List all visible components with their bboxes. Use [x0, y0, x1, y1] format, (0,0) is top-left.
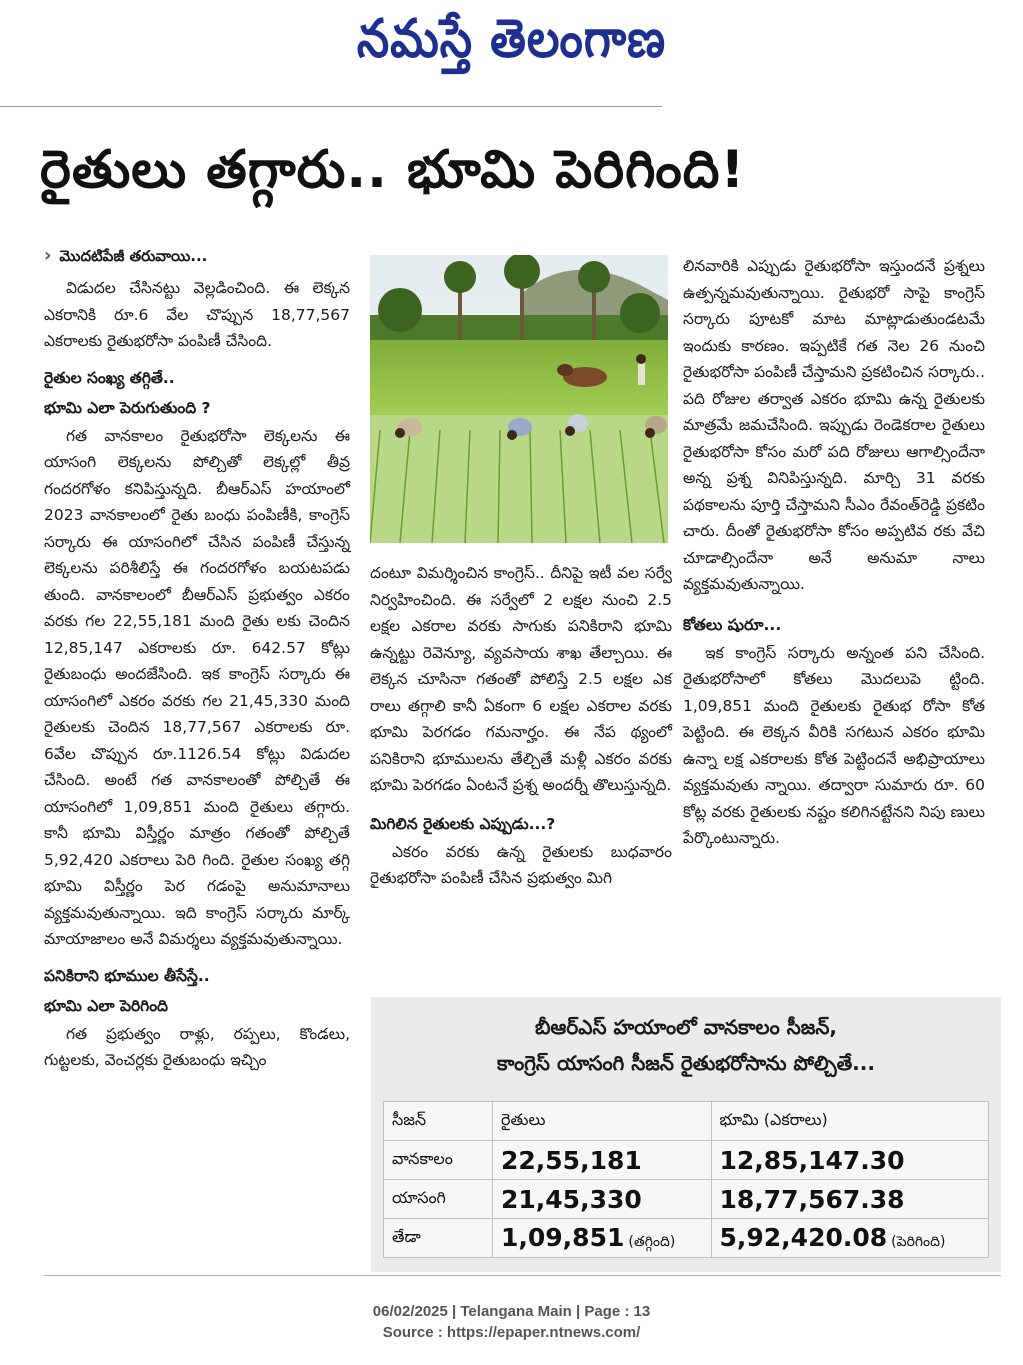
land-cell [711, 1141, 989, 1180]
column-header-season: సీజన్ [384, 1102, 493, 1141]
season-cell: తేడా [384, 1219, 493, 1258]
column-header-land: భూమి (ఎకరాలు) [711, 1102, 989, 1141]
chevron-right-icon: › [44, 245, 52, 266]
paragraph: దంటూ విమర్శించిన కాంగ్రెస్.. దీనిపై ఇటీ వల సర్వే నిర్వహించింది. ఈ సర్వేలో 2 లక్షల నుంచి 2.5 లక్షల ఎకరాల వరకు సాగుకు పనికిరాని భూమి ఉన్నట్టు రెవెన్యూ, వ్యవసాయ శాఖ తేల్చాయి. ఈ లెక్కన చూసినా గతంతో పోలిస్తే 2.5 లక్షల ఎక రాలు తగ్గాలి కానీ ఏకంగా 6 లక్షల ఎకరాల వరకు భూమి పెరగడం గమనార్హం. ఈ నేప థ్యంలో పనికిరాని భూములను తేల్చితే మళ్లీ ఎకరం వరకు భూమి పెరగడం ఏంటనే ప్రశ్న అందర్నీ తొలుస్తున్నది. [370, 564, 672, 794]
footer-date-page: 06/02/2025 | Telangana Main | Page : 13 [372, 1303, 651, 1320]
decrease-note: (తగ్గింది) [628, 1234, 676, 1250]
table-title [371, 1009, 1001, 1081]
footer-divider [44, 1275, 1001, 1276]
farmers-value: 21,45,330 [501, 1184, 642, 1214]
farmers-cell [493, 1180, 712, 1219]
farmers-cell [493, 1219, 712, 1258]
paddy-field-photo [370, 255, 668, 543]
farmers-cell [493, 1141, 712, 1180]
paragraph: గత వానకాలం రైతుభరోసా లెక్కలను ఈ యాసంగి లెక్కలను పోల్చితో లెక్కల్లో తీవ్ర గందరగోళం కనిపిస్తున్నది. బీఆర్ఎస్ హయాంలో 2023 వానకాలంలో రైతు బంధు పంపిణీకి, కాంగ్రెస్ సర్కారు ఈ యాసంగిలో చేసిన పంపిణీ చేస్తున్న లెక్కలను పరిశీలిస్తే ఈ గందరగోళం బయటపడు తుంది. వానకాలంలో బీఆర్ఎస్ ప్రభుత్వం ఎకరం వరకు గల 22,55,181 మంది రైతు లకు చెందిన 12,85,147 ఎకరాలకు రూ. 642.57 కోట్లు రైతుబంధు అందజేసింది. ఇక కాంగ్రెస్ సర్కారు ఈ యాసంగిలో ఎకరం వరకు గల 21,45,330 మంది రైతులకు చెందిన 18,77,567 ఎకరాలకు రూ. 6వేల చొప్పున రూ.1126.54 కోట్లు విడుదల చేసింది. అంటే గత వానకాలంతో పోల్చితే ఈ యాసంగిలో 1,09,851 మంది రైతులు తగ్గారు. కానీ భూమి విస్తీర్ణం మాత్రం గతంతో పోల్చితే 5,92,420 ఎకరాలు పెరి గింది. రైతుల సంఖ్య తగ్గి భూమి విస్తీర్ణం పెర గడంపై అనుమానాలు వ్యక్తమవుతున్నాయి. ఇది కాంగ్రెస్ సర్కారు మార్క్ మాయాజాలం అనే విమర్శలు వ్యక్తమవుతున్నాయి. [44, 426, 350, 948]
comparison-table-box [371, 997, 1001, 1272]
masthead-divider [0, 106, 662, 107]
paragraph: గత ప్రభుత్వం రాళ్లు, రప్పలు, కొండలు, గుట్టలకు, వెంచర్లకు రైతుబంధు ఇచ్చిం [44, 1024, 350, 1069]
paragraph: విడుదల చేసినట్టు వెల్లడించింది. ఈ లెక్కన ఎకరానికి రూ.6 వేల చొప్పున 18,77,567 ఎకరాలకు రైతుభరోసా పంపిణీ చేసింది. [44, 279, 350, 350]
farmers-value: 1,09,851 [501, 1223, 625, 1252]
subheading: పనికిరాని భూముల తీసేస్తే.. [44, 966, 210, 985]
continued-from-front-page [44, 245, 350, 267]
paragraph: లినవారికి ఎప్పుడు రైతుభరోసా ఇస్తుందనే ప్రశ్నలు ఉత్పన్నమవుతున్నాయి. రైతుభరో సాపై కాంగ్రెస్ సర్కారు పూటకో మాట మాట్లాడుతుండటమే ఇందుకు కారణం. ఇప్పటికే గత నెల 26 నుంచి రైతుభరోసా పంపిణీ చేస్తామని ప్రకటించిన సర్కారు.. పది రోజుల తర్వాత ఎకరం భూమి ఉన్న రైతులకు మాత్రమే జమచేసింది. ఇప్పుడు రెండెకరాల రైతులు రైతుభరోసా కోసం మరో పది రోజులు ఆగాల్సిందేనా అన్న ప్రశ్న వినిపిస్తున్నది. మార్చి 31 వరకు పథకాలను పూర్తి చేస్తామని సీఎం రేవంత్‌రెడ్డి ప్రకటిం చారు. దీంతో రైతుభరోసా కోసం అప్పటివ రకు వేచి చూడాల్సిందేనా అనే అనుమా నాలు వ్యక్తమవుతున్నాయి. [683, 257, 985, 593]
article-column-2 [370, 560, 672, 892]
subheading: భూమి ఎలా పెరిగింది [44, 996, 168, 1015]
land-value: 12,85,147.30 [719, 1145, 905, 1175]
season-cell: యాసంగి [384, 1180, 493, 1219]
paragraph: ఇక కాంగ్రెస్ సర్కారు అన్నంత పని చేసింది. రైతుభరోసాలో కోతలు మొదలుపె ట్టింది. 1,09,851 మంది రైతులకు రైతుభ రోసా కోత పెట్టింది. ఈ లెక్కన వీరికి సగటున ఎకరం భూమి ఉన్నా లక్ష ఎకరాలకు కోత పెట్టిందనే అభిప్రాయాలు వ్యక్తమవుతు న్నాయి. తద్వారా సుమారు రూ. 60 కోట్ల వరకు రైతులకు నష్టం కలిగినట్టేనని నిపు ణులు పేర్కొంటున్నారు. [683, 643, 985, 847]
table-title-line-1: బీఆర్ఎస్ హయాంలో వానకాలం సీజన్, [534, 1015, 838, 1039]
land-value: 5,92,420.08 [719, 1223, 888, 1252]
land-cell [711, 1180, 989, 1219]
table-row [384, 1141, 989, 1180]
table-header-row [384, 1102, 989, 1141]
article-column-1 [44, 245, 350, 1074]
column-header-farmers: రైతులు [493, 1102, 712, 1141]
land-value: 18,77,567.38 [719, 1184, 905, 1214]
masthead [0, 0, 1023, 80]
table-row [384, 1180, 989, 1219]
paragraph: ఎకరం వరకు ఉన్న రైతులకు బుధవారం రైతుభరోసా పంపిణీ చేసిన ప్రభుత్వం మిగి [370, 842, 672, 887]
table-row [384, 1219, 989, 1258]
subheading: భూమి ఎలా పెరుగుతుంది ? [44, 398, 211, 417]
subheading: రైతుల సంఖ్య తగ్గితే.. [44, 368, 175, 387]
footer-source: Source : https://epaper.ntnews.com/ [382, 1324, 641, 1341]
subheading: మిగిలిన రైతులకు ఎప్పుడు...? [370, 814, 556, 833]
article-column-3 [683, 253, 985, 852]
table-title-line-2: కాంగ్రెస్ యాసంగి సీజన్ రైతుభరోసాను పోల్చితే... [497, 1051, 875, 1075]
subheading: కోతలు షురూ... [683, 615, 782, 634]
jump-label: మొదటిపేజీ తరువాయి... [59, 247, 208, 265]
season-cell: వానకాలం [384, 1141, 493, 1180]
land-cell [711, 1219, 989, 1258]
farmers-value: 22,55,181 [501, 1145, 642, 1175]
increase-note: (పెరిగింది) [891, 1234, 946, 1250]
page-footer [0, 1301, 1023, 1343]
headline: రైతులు తగ్గారు.. భూమి పెరిగింది! [40, 140, 746, 200]
comparison-table [383, 1101, 989, 1258]
newspaper-logo: నమస్తే తెలంగాణ [356, 7, 667, 70]
